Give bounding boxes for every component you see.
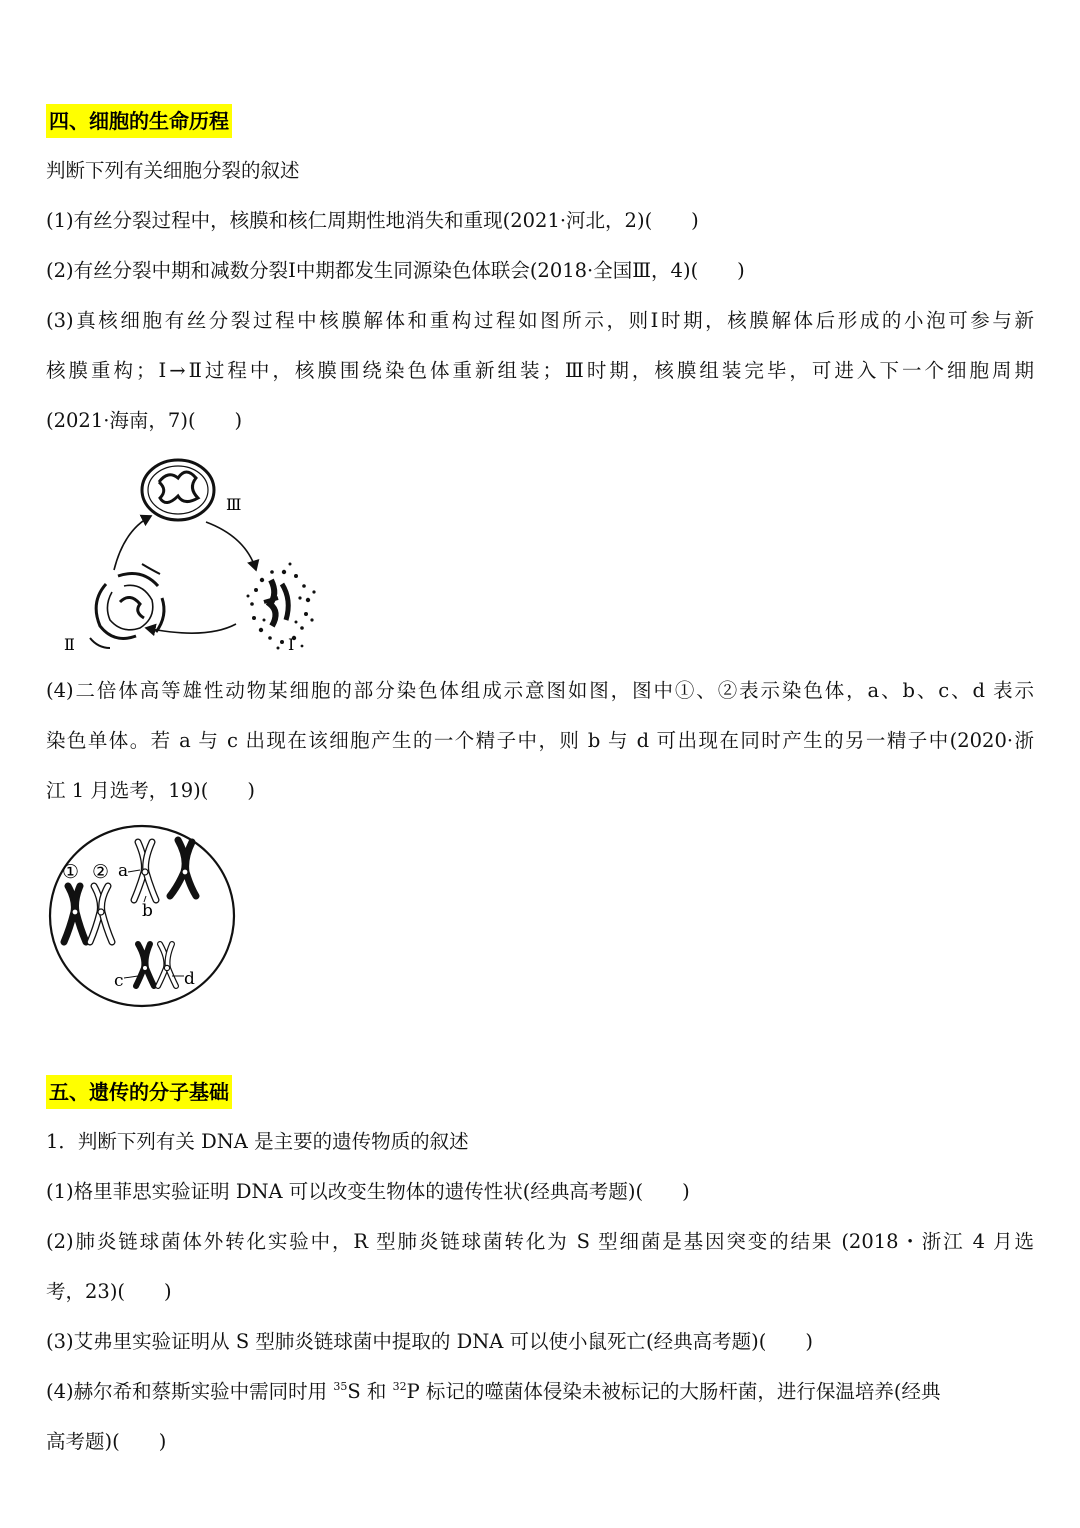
- q5-4-post: P 标记的噬菌体侵染未被标记的大肠杆菌，进行保温培养(经典: [406, 1380, 941, 1403]
- question-4-3-line2: 核膜重构；Ⅰ→Ⅱ过程中，核膜围绕染色体重新组装；Ⅲ时期，核膜组装完毕，可进入下一个细胞周期: [46, 359, 1034, 382]
- chromosome-light-lower: [158, 944, 184, 986]
- question-4-3-line3: (2021·海南，7)( ): [46, 409, 243, 432]
- question-5-2-line2: 考，23)( ): [46, 1280, 172, 1303]
- section4-intro: 判断下列有关细胞分裂的叙述: [46, 159, 300, 182]
- chromosome-1-mark: ①: [62, 861, 80, 883]
- q5-4-isotope-35: 35: [333, 1380, 348, 1393]
- chromosome-dark-lower: [124, 944, 154, 986]
- chromosome-2: [90, 886, 112, 942]
- q5-4-isotope-32: 32: [392, 1380, 407, 1393]
- question-5-4-line2: 高考题)( ): [46, 1430, 167, 1453]
- chromatid-d-label: d: [184, 969, 195, 989]
- chromosome-1: [64, 886, 86, 942]
- stage-ii-reassembling-nucleus: [90, 564, 164, 648]
- stage-ii-label: Ⅱ: [64, 635, 75, 654]
- section-heading-molecular-genetics: 五、遗传的分子基础: [46, 1075, 232, 1109]
- question-4-1: (1)有丝分裂过程中，核膜和核仁周期性地消失和重现(2021·河北，2)( ): [46, 209, 699, 232]
- section5-intro: 1．判断下列有关 DNA 是主要的遗传物质的叙述: [46, 1130, 469, 1153]
- chromatid-a-label: a: [118, 861, 129, 881]
- q5-4-mid: S 和: [347, 1380, 393, 1403]
- chromatid-b-label: b: [142, 901, 153, 921]
- chromosome-composition-figure: [46, 820, 246, 1012]
- arrow-ii-to-iii: [114, 516, 151, 570]
- section-heading-cell-life-history: 四、细胞的生命历程: [46, 104, 232, 138]
- chromosome-light-upper: [128, 842, 156, 902]
- stage-iii-label: Ⅲ: [226, 495, 242, 514]
- question-4-4-line2: 染色单体。若 a 与 c 出现在该细胞产生的一个精子中，则 b 与 d 可出现在同时产生的另一精子中(2020·浙: [46, 729, 1034, 752]
- question-5-4-line1: [46, 1377, 1034, 1407]
- question-4-3-line1: (3)真核细胞有丝分裂过程中核膜解体和重构过程如图所示，则Ⅰ时期，核膜解体后形成的小泡可参与新: [46, 309, 1034, 332]
- question-4-4-line1: (4)二倍体高等雄性动物某细胞的部分染色体组成示意图如图，图中①、②表示染色体，a、b、c、d 表示: [46, 679, 1034, 702]
- question-5-3: (3)艾弗里实验证明从 S 型肺炎链球菌中提取的 DNA 可以使小鼠死亡(经典高考题)( ): [46, 1330, 813, 1353]
- chromatid-c-label: c: [114, 971, 124, 991]
- question-5-2-line1: (2)肺炎链球菌体外转化实验中，R 型肺炎链球菌转化为 S 型细菌是基因突变的结果 (2018・浙江 4 月选: [46, 1230, 1034, 1253]
- chromosome-2-mark: ②: [92, 861, 110, 883]
- nuclear-envelope-cycle-figure: [56, 452, 316, 662]
- question-5-1: (1)格里菲思实验证明 DNA 可以改变生物体的遗传性状(经典高考题)( ): [46, 1180, 690, 1203]
- question-4-2: (2)有丝分裂中期和减数分裂Ⅰ中期都发生同源染色体联会(2018·全国Ⅲ，4)( ): [46, 259, 745, 282]
- stage-i-disassembled-nucleus: [247, 563, 316, 650]
- chromosome-dark-upper: [170, 840, 196, 896]
- arrow-iii-to-i: [206, 522, 256, 570]
- question-4-4-line3: 江 1 月选考，19)( ): [46, 779, 255, 802]
- stage-iii-nucleus: [142, 460, 214, 520]
- stage-i-label: Ⅰ: [288, 635, 295, 654]
- q5-4-pre: (4)赫尔希和蔡斯实验中需同时用: [46, 1380, 334, 1403]
